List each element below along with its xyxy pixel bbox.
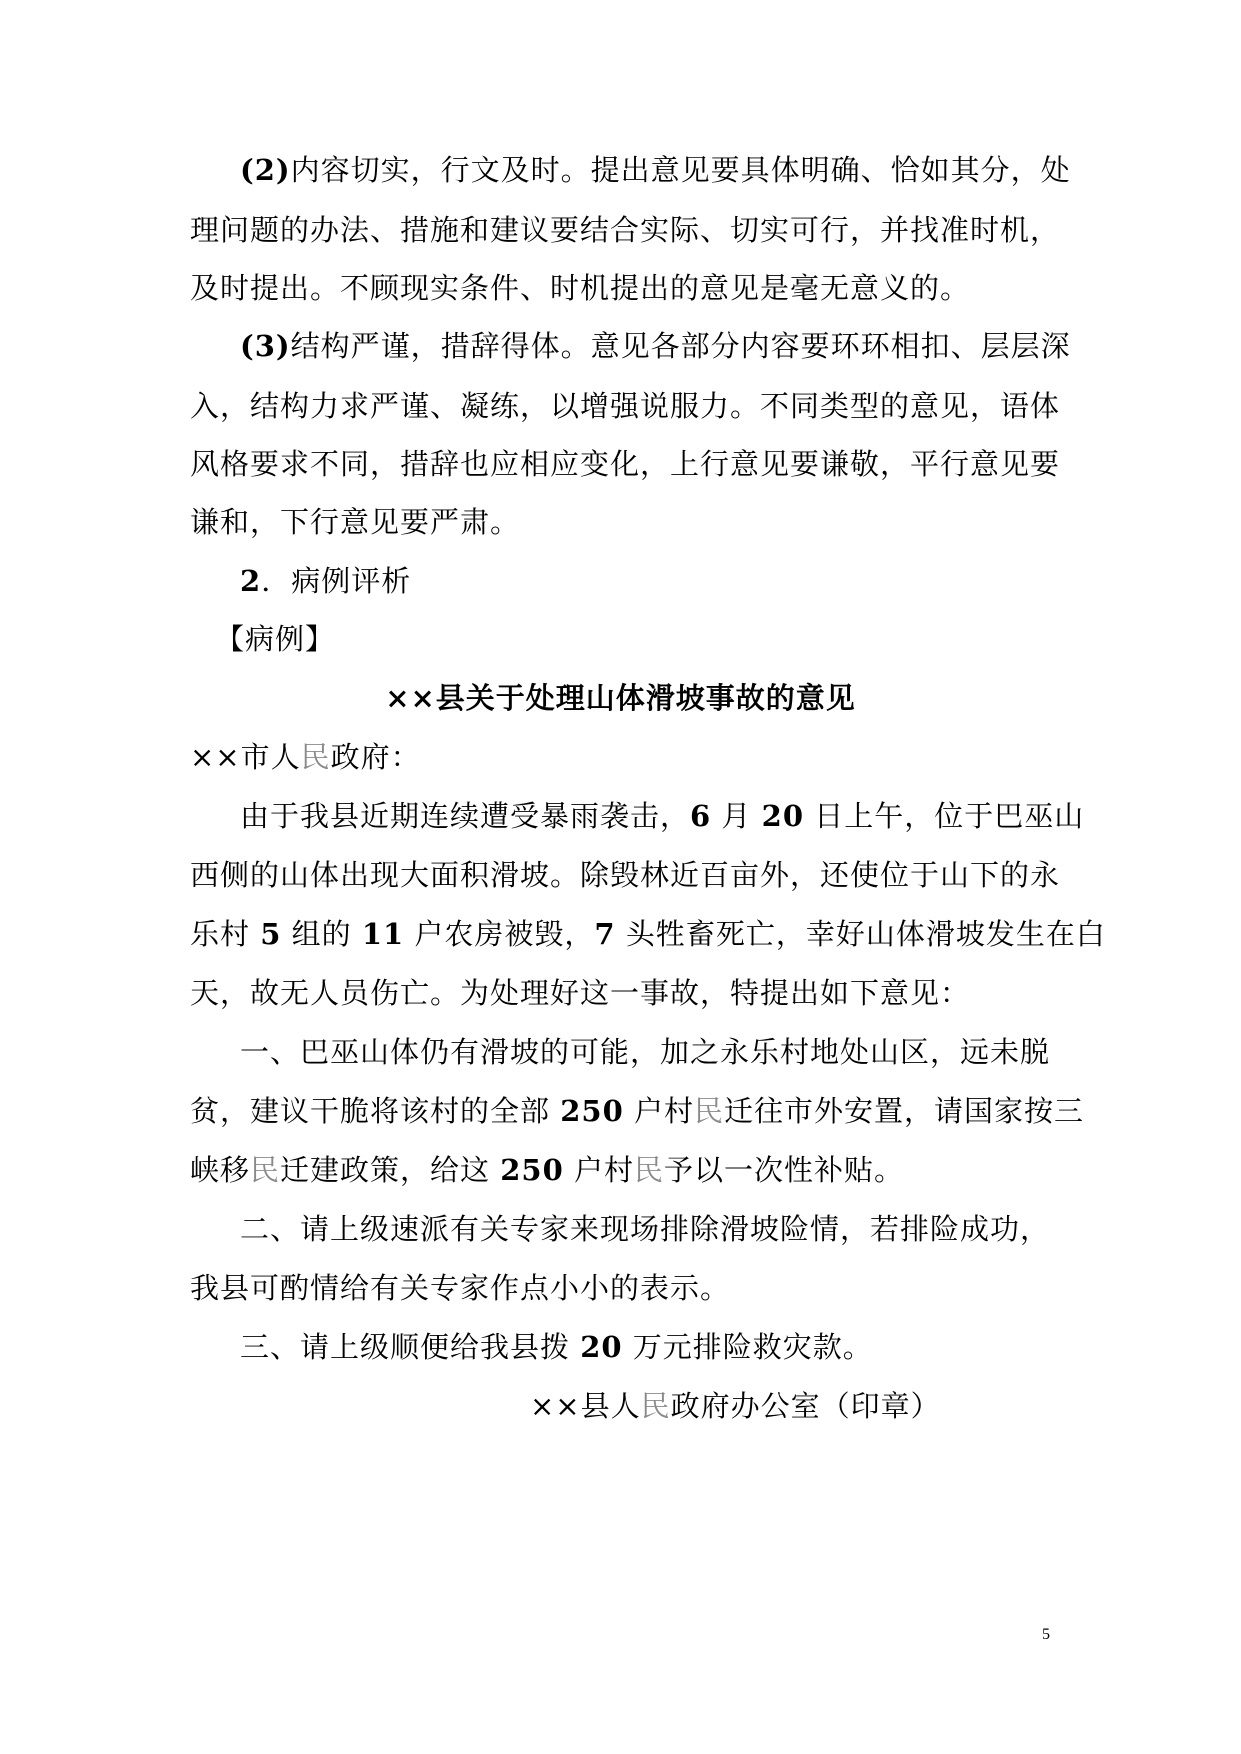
body-line-3: 乐村 5 组的 11 户农房被毁，7 头牲畜死亡，幸好山体滑坡发生在白 xyxy=(190,917,1106,951)
item-2-line-2: 我县可酌情给有关专家作点小小的表示。 xyxy=(190,1271,731,1305)
example-label: 【病例】 xyxy=(215,622,336,656)
page-number: 5 xyxy=(1042,1626,1050,1643)
section-heading: 2．病例评析 xyxy=(240,564,412,598)
paragraph-2-number: (2) xyxy=(240,153,291,187)
body-line-4: 天，故无人员伤亡。为处理好这一事故，特提出如下意见： xyxy=(190,976,971,1010)
item-1-line-3: 峡移民迁建政策，给这 250 户村民予以一次性补贴。 xyxy=(190,1153,905,1187)
paragraph-3-line-3: 风格要求不同，措辞也应相应变化，上行意见要谦敬，平行意见要 xyxy=(190,447,1061,481)
paragraph-3-line-1: (3)结构严谨，措辞得体。意见各部分内容要环环相扣、层层深 xyxy=(240,329,1071,363)
paragraph-2-line-1: (2)内容切实，行文及时。提出意见要具体明确、恰如其分，处 xyxy=(240,153,1071,187)
paragraph-2-line-3: 及时提出。不顾现实条件、时机提出的意见是毫无意义的。 xyxy=(190,271,971,305)
body-line-1: 由于我县近期连续遭受暴雨袭击，6 月 20 日上午，位于巴巫山 xyxy=(240,799,1085,833)
section-number: 2 xyxy=(240,564,262,598)
body-line-2: 西侧的山体出现大面积滑坡。除毁林近百亩外，还使位于山下的永 xyxy=(190,858,1061,892)
item-1-line-1: 一、巴巫山体仍有滑坡的可能，加之永乐村地处山区，远未脱 xyxy=(240,1035,1051,1069)
item-2-line-1: 二、请上级速派有关专家来现场排除滑坡险情，若排险成功， xyxy=(240,1212,1051,1246)
item-3-line-1: 三、请上级顺便给我县拨 20 万元排险救灾款。 xyxy=(240,1330,873,1364)
paragraph-3-line-2: 入，结构力求严谨、凝练，以增强说服力。不同类型的意见，语体 xyxy=(190,389,1061,423)
paragraph-3-line-4: 谦和，下行意见要严肃。 xyxy=(190,505,521,539)
recipient-line: ××市人民政府： xyxy=(190,740,421,774)
paragraph-3-number: (3) xyxy=(240,329,291,363)
signature-line: ××县人民政府办公室（印章） xyxy=(530,1389,941,1423)
document-title: ××县关于处理山体滑坡事故的意见 xyxy=(385,681,856,715)
paragraph-2-line-2: 理问题的办法、措施和建议要结合实际、切实可行，并找准时机， xyxy=(190,213,1061,247)
item-1-line-2: 贫，建议干脆将该村的全部 250 户村民迁往市外安置，请国家按三 xyxy=(190,1094,1085,1128)
